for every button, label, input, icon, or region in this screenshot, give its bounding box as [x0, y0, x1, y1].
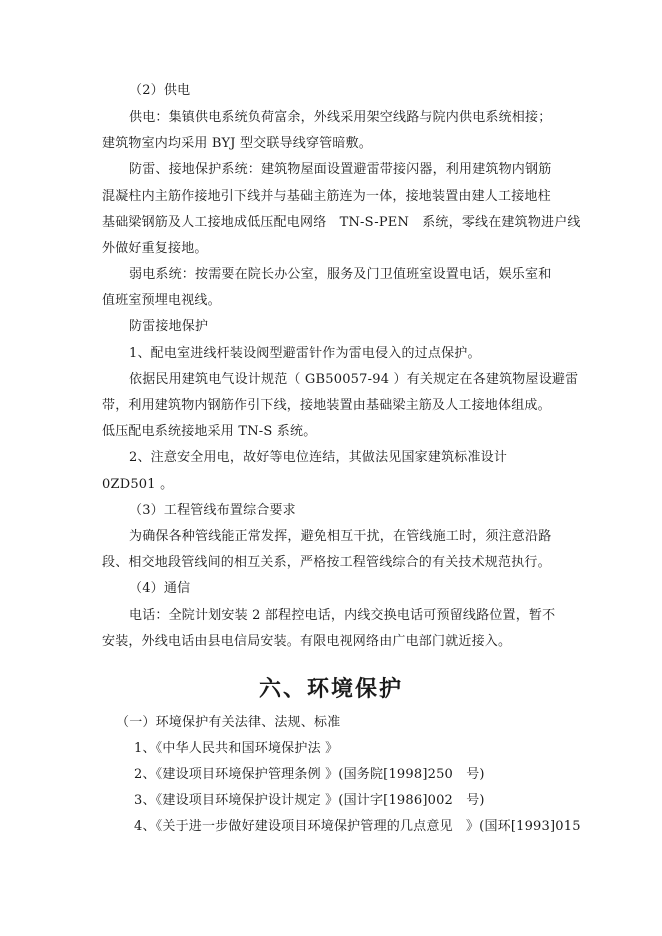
- lightning-line-2: 混凝柱内主筋作接地引下线并与基础主筋连为一体，接地装置由建人工接地柱: [102, 189, 551, 204]
- protection-item-1: 1、配电室进线杆装设阀型避雷针作为雷电侵入的过点保护。: [129, 346, 481, 361]
- law-item-3: 3、《建设项目环境保护设计规定 》(国计字[1986]002 号): [134, 793, 485, 808]
- code-line-2: 带，利用建筑物内钢筋作引下线，接地装置由基础梁主筋及人工接地体组成。: [102, 398, 551, 413]
- lightning-line-1: 防雷、接地保护系统：建筑物屋面设置避雷带接闪器，利用建筑物内钢筋: [129, 162, 552, 177]
- protection-title: 防雷接地保护: [129, 319, 209, 334]
- pipeline-heading: （3）工程管线布置综合要求: [129, 503, 296, 518]
- law-item-2: 2、《建设项目环境保护管理条例 》(国务院[1998]250 号): [134, 767, 485, 782]
- law-item-4: 4、《关于进一步做好建设项目环境保护管理的几点意见 》(国环[1993]015: [134, 819, 581, 834]
- lightning-line-3: 基础梁钢筋及人工接地成低压配电网络 TN-S-PEN 系统，零线在建筑物进户线: [102, 215, 581, 230]
- comm-heading: （4）通信: [129, 581, 191, 596]
- law-item-1: 1、《中华人民共和国环境保护法 》: [134, 741, 339, 756]
- comm-line-2: 安装，外线电话由县电信局安装。有限电视网络由广电部门就近接入。: [102, 634, 512, 649]
- code-line-1: 依据民用建筑电气设计规范（ GB50057-94 ）有关规定在各建筑物屋设避雷: [129, 372, 579, 387]
- weak-line-2: 值班室预埋电视线。: [102, 293, 221, 308]
- section-title: 六、环境保护: [258, 676, 403, 702]
- lightning-line-4: 外做好重复接地。: [102, 241, 208, 256]
- protection-item-2-line-2: 0ZD501 。: [102, 477, 174, 492]
- comm-line-1: 电话：全院计划安装 2 部程控电话，内线交换电话可预留线路位置，暂不: [129, 608, 556, 623]
- supply-line-2: 建筑物室内均采用 BYJ 型交联导线穿管暗敷。: [102, 136, 372, 151]
- pipeline-line-2: 段、相交地段管线间的相互关系，严格按工程管线综合的有关技术规范执行。: [102, 555, 551, 570]
- pipeline-line-1: 为确保各种管线能正常发挥，避免相互干扰，在管线施工时，须注意沿路: [129, 529, 552, 544]
- code-line-3: 低压配电系统接地采用 TN-S 系统。: [102, 424, 317, 439]
- protection-item-2-line-1: 2、注意安全用电，故好等电位连结，其做法见国家建筑标准设计: [129, 450, 508, 465]
- power-heading: （2）供电: [129, 83, 191, 98]
- supply-line-1: 供电：集镇供电系统负荷富余，外线采用架空线路与院内供电系统相接；: [129, 110, 552, 125]
- subsection-heading: （一）环境保护有关法律、法规、标准: [116, 715, 341, 730]
- weak-line-1: 弱电系统：按需要在院长办公室，服务及门卫值班室设置电话，娱乐室和: [129, 267, 552, 282]
